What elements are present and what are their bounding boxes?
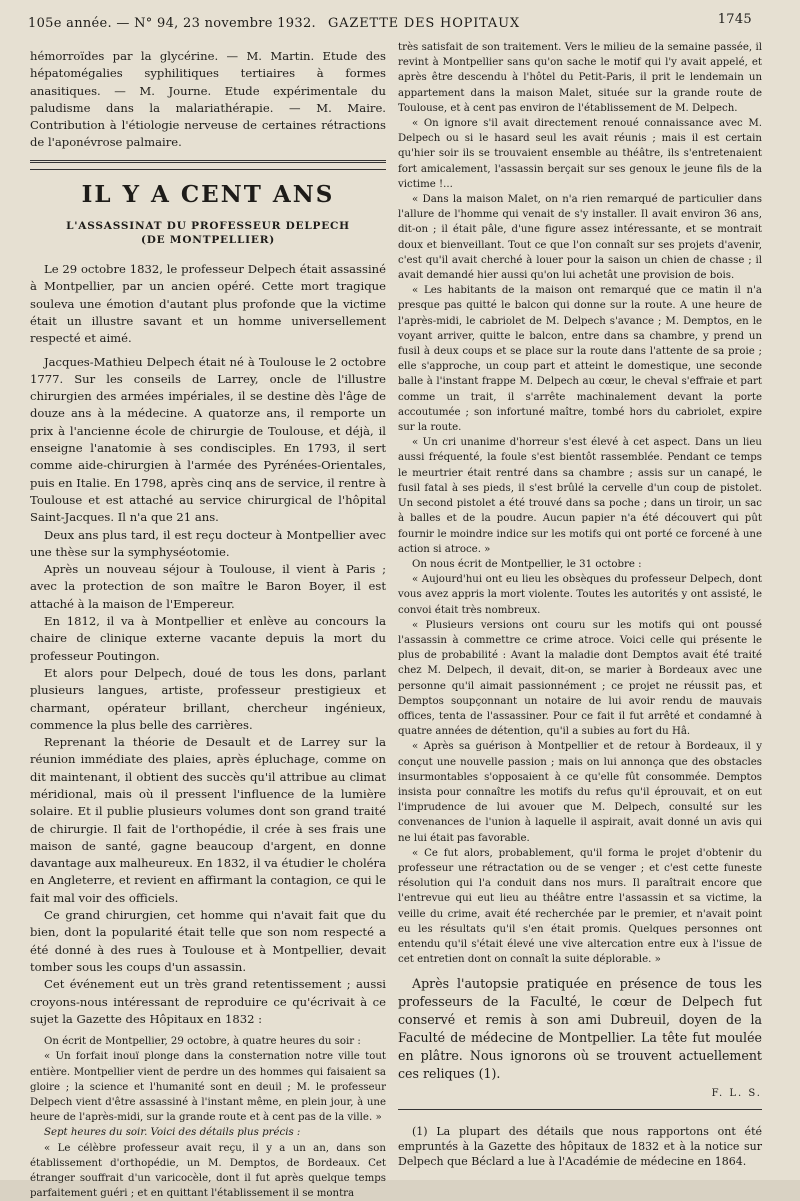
quote-paragraph: « Un cri unanime d'horreur s'est élevé à cet aspect. Dans un lieu aussi fréquenté, la foule s'est bientôt rassemblée. Pendant ce temps le meurtrier était rentré dans sa chambre ; assis sur un canapé, le fusil fatal à ses pieds, il s'est brûlé la cervelle d'un coup de pistolet. Un second pistolet a été trouvé dans sa poche ; dans un tiroir, un sac à balles et de la poudre. Aucun papier n'a été découvert qui pût fournir le moindre indice sur les motifs qui ont porté ce forcené à une action si atroce. » [398, 437, 762, 555]
paragraph: Le 29 octobre 1832, le professeur Delpech était assassiné à Montpellier, par un ancien opéré. Cette mort tragique souleva une émotion d'autant plus profonde que la victime était un illustre savant et un homme universellement respecté et aimé. [30, 262, 386, 346]
paragraph: Reprenant la théorie de Desault et de Larrey sur la réunion immédiate des plaies, après épluchage, comme on dit maintenant, il obtient des succès qu'il attribue au climat méridional, mais où il pressent l'influence de la lumière solaire. Et il publie plusieurs volumes dont son grand traité de chirurgie. Il fait de l'orthopédie, il crée à ses frais une maison de santé, gagne beaucoup d'argent, en donne davantage aux malheureux. En 1832, il va étudier le choléra en Angleterre, et revient en affirmant la contagion, ce qui le fait mal voir des officiels. [30, 735, 386, 905]
closing-paragraph [398, 975, 762, 1083]
article-title-line-2: (DE MONTPELLIER) [141, 234, 275, 247]
quote-paragraph: « Aujourd'hui ont eu lieu les obsèques du professeur Delpech, dont vous avez appris la mort violente. Toutes les autorités y ont assisté, le convoi était très nombreux. [398, 574, 762, 616]
quote-paragraph: « Le célèbre professeur avait reçu, il y a un an, dans son établissement d'orthopédie, un M. Demptos, de Bordeaux. Cet étranger souffrait d'un varicocèle, dont il fut après quelque temps parfaitement guéri ; et en quittant l'établissement il se montra [30, 1142, 386, 1200]
quote-paragraph: très satisfait de son traitement. Vers le milieu de la semaine passée, il revint à Montpellier sans qu'on sache le motif qui l'y avait appelé, et après être descendu à l'hôtel du Petit-Paris, il prit le lendemain un appartement dans la maison Malet, située sur la grande route de Toulouse, et à cent pas environ de l'établissement de M. Delpech. [398, 42, 762, 114]
quote-paragraph: « Ce fut alors, probablement, qu'il forma le projet d'obtenir du professeur une rétractation ou de se venger ; et c'est cette funeste résolution qui l'a conduit dans nos murs. Il paraîtrait encore que l'entrevue qui eut lieu au théâtre entre l'assassin et sa victime, la veille du crime, avait été recherchée par le premier, et n'avait point eu les résultats qu'il s'en était promis. Quelques personnes ont entendu qu'il s'était élevé une vive altercation entre eux à l'issue de cet entretien dont on connaît la suite déplorable. » [398, 847, 762, 966]
footnote-text: (1) La plupart des détails que nous rapportons ont été empruntés à la Gazette des hôpitaux de 1832 et à la notice sur Delpech que Béclard a lue à l'Académie de médecine en 1864. [398, 1124, 762, 1168]
author-signature: F. L. S. [711, 1088, 762, 1100]
footnote-divider [398, 1109, 762, 1110]
paragraph: Et alors pour Delpech, doué de tous les dons, parlant plusieurs langues, artiste, professeur prestigieux et charmant, opérateur brillant, chercheur ingénieux, commence la plus belle des carrières. [30, 665, 386, 732]
quote-paragraph: Sept heures du soir. Voici des détails plus précis : [44, 1127, 301, 1139]
paragraph: En 1812, il va à Montpellier et enlève au concours la chaire de clinique externe vacante depuis la mort du professeur Poutingon. [30, 614, 386, 663]
page-number: 1745 [717, 12, 752, 27]
article-title [30, 219, 386, 247]
paragraph: Deux ans plus tard, il est reçu docteur à Montpellier avec une thèse sur la symphyséotomie. [30, 527, 386, 559]
right-column [398, 40, 762, 1170]
paragraph: Après un nouveau séjour à Toulouse, il vient à Paris ; avec la protection de son maître le Baron Boyer, il est attaché à la maison de l'Empereur. [30, 562, 386, 611]
article-title-line-1: L'ASSASSINAT DU PROFESSEUR DELPECH [66, 220, 350, 233]
paragraph: Après l'autopsie pratiquée en présence de tous les professeurs de la Faculté, le cœur de Delpech fut conservé et remis à son ami Dubreuil, doyen de la Faculté de médecine de Montpellier. La tête fut moulée en plâtre. Nous ignorons où se trouvent actuellement ces reliques (1). [398, 976, 762, 1082]
left-column [30, 48, 386, 1200]
quote-paragraph: On nous écrit de Montpellier, le 31 octobre : [412, 558, 642, 570]
quote-paragraph: « Dans la maison Malet, on n'a rien remarqué de particulier dans l'allure de l'homme qui venait de s'y installer. Il avait environ 36 ans, dit-on ; il était pâle, d'une figure assez intéressante, et se montrait doux et bienveillant. Tout ce que l'on connaît sur ses projets d'avenir, c'est qu'il avait cherché à louer pour la saison un chien de chasse ; il avait demandé hier aussi qu'on lui achetât une provision de bois. [398, 194, 762, 282]
quoted-report-continued [398, 40, 762, 967]
journal-title: GAZETTE DES HOPITAUX [328, 16, 520, 31]
section-divider-thin [30, 169, 386, 170]
quote-paragraph: « Plusieurs versions ont couru sur les motifs qui ont poussé l'assassin à commettre ce crime atroce. Voici celle qui présente le plus de probabilité : Avant la maladie dont Demptos avait été traité chez M. Delpech, il devait, dit-on, se marier à Bordeaux avec une personne qu'il aimait passionnément ; ce projet ne réussit pas, et Demptos soupçonnant un notaire de lui avoir rendu de mauvais offices, tenta de l'assassiner. Pour ce fait il fut arrêté et condamné à quatre années de détention, qu'il a subies au fort du Hâ. [398, 619, 762, 738]
quoted-report [30, 1034, 386, 1201]
issue-line: 105e année. — N° 94, 23 novembre 1932. [28, 16, 316, 31]
page-header [28, 10, 780, 32]
intro-text: hémorroïdes par la glycérine. — M. Martin. Etude des hépatomégalies syphilitiques tertiaires à formes anasitiques. — M. Journe. Etude expérimentale du paludisme dans la malariathérapie. — M. Maire. Contribution à l'étiologie nerveuse de certaines rétractions de l'aponévrose palmaire. [30, 49, 386, 150]
quote-paragraph: On écrit de Montpellier, 29 octobre, à quatre heures du soir : [44, 1036, 361, 1048]
section-divider [30, 160, 386, 163]
paragraph: Ce grand chirurgien, cet homme qui n'avait fait que du bien, dont la popularité était telle que son nom respecté a été donné à des rues à Toulouse et à Montpellier, devait tomber sous les coups d'un assassin. [30, 908, 386, 974]
section-title: IL Y A CENT ANS [81, 180, 335, 208]
footnote [398, 1124, 762, 1169]
paragraph: Jacques-Mathieu Delpech était né à Toulouse le 2 octobre 1777. Sur les conseils de Larrey, oncle de l'illustre chirurgien des armées impériales, il se destine dès l'âge de douze ans à la médecine. A quatorze ans, il remporte un prix à l'ancienne école de chirurgie de Toulouse, et déjà, il enseigne l'anatomie à ses condisciples. En 1793, il sert comme aide-chirurgien à l'armée des Pyrénées-Orientales, puis en Italie. En 1798, après cinq ans de service, il rentre à Toulouse et est attaché au service chirurgical de l'hôpital Saint-Jacques. Il n'a que 21 ans. [30, 354, 386, 525]
paragraph: Cet événement eut un très grand retentissement ; aussi croyons-nous intéressant de reproduire ce qu'écrivait à ce sujet la Gazette des Hôpitaux en 1832 : [30, 977, 386, 1026]
quote-paragraph: « On ignore s'il avait directement renoué connaissance avec M. Delpech ou si le hasard seul les avait réunis ; mais il est certain qu'hier soir ils se trouvaient ensemble au théâtre, ils s'entretenaient fort amicalement, l'assassin berçait sur ses genoux le jeune fils de la victime !... [398, 118, 762, 190]
quote-paragraph: « Un forfait inouï plonge dans la consternation notre ville tout entière. Montpellier vient de perdre un des hommes qui faisaient sa gloire ; la science et l'humanité sont en deuil ; M. le professeur Delpech vient d'être assassiné à l'instant même, en plein jour, à une heure de l'après-midi, sur la grande route et à cent pas de la ville. » [30, 1051, 386, 1124]
quote-paragraph: « Après sa guérison à Montpellier et de retour à Bordeaux, il y conçut une nouvelle passion ; mais on lui annonça que des obstacles insurmontables s'opposaient à ce qu'elle fût consommée. Demptos insista pour connaître les motifs du refus qu'il éprouvait, et on eut l'imprudence de lui avouer que M. Delpech, consulté sur les convenances de l'union à laquelle il aspirait, avait donné un avis qui ne lui était pas favorable. [398, 741, 762, 844]
quote-paragraph: « Les habitants de la maison ont remarqué que ce matin il n'a presque pas quitté le balcon qui donne sur la route. A une heure de l'après-midi, le cabriolet de M. Delpech s'avance ; M. Demptos, en le voyant arriver, quitte le balcon, entre dans sa chambre, y prend un fusil à deux coups et se place sur la route dans l'attente de sa proie ; elle s'approche, un coup part et atteint le domestique, une seconde balle à l'instant frappe M. Delpech au cœur, le cheval s'effraie et part comme un trait, il s'arrête machinalement devant la porte accoutumée ; son infortuné maître, tombé hors du cabriolet, expire sur la route. [398, 285, 762, 434]
